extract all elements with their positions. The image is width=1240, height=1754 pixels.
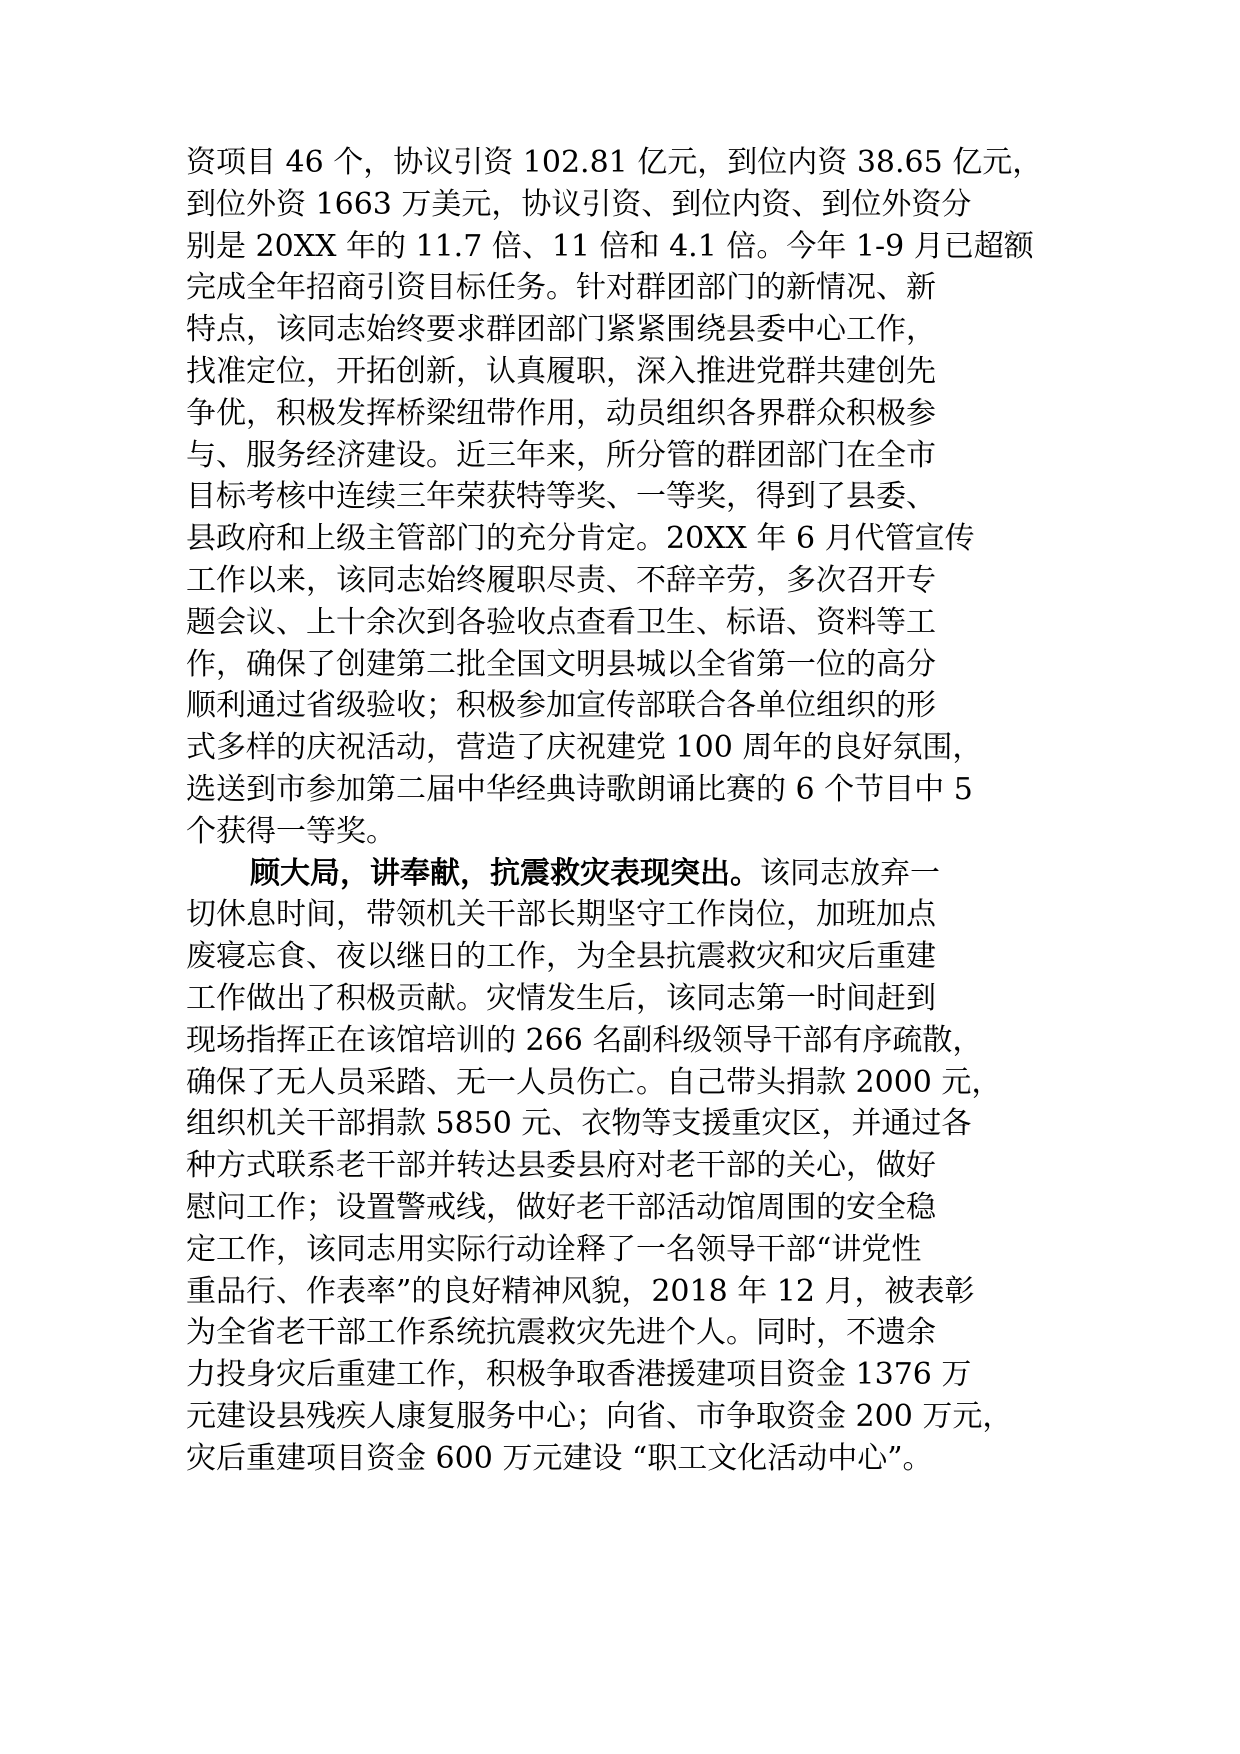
- paragraph-2-line: 废寝忘食、夜以继日的工作，为全县抗震救灾和灾后重建: [186, 939, 936, 975]
- paragraph-1-line: 题会议、上十余次到各验收点查看卫生、标语、资料等工: [186, 604, 936, 640]
- paragraph-2-line: 定工作，该同志用实际行动诠释了一名领导干部“讲党性: [186, 1231, 922, 1267]
- paragraph-1-line: 作，确保了创建第二批全国文明县城以全省第一位的高分: [186, 646, 936, 682]
- paragraph-1-line: 特点，该同志始终要求群团部门紧紧围绕县委中心工作，: [186, 312, 936, 348]
- paragraph-2-line: 慰问工作；设置警戒线，做好老干部活动馆周围的安全稳: [186, 1189, 936, 1225]
- paragraph-1-line: 争优，积极发挥桥梁纽带作用，动员组织各界群众积极参: [186, 395, 936, 431]
- paragraph-2-line: 组织机关干部捐款 5850 元、衣物等支援重灾区，并通过各: [186, 1106, 972, 1142]
- paragraph-1-line: 式多样的庆祝活动，营造了庆祝建党 100 周年的良好氛围，: [186, 730, 983, 766]
- paragraph-2-line: 灾后重建项目资金 600 万元建设 “职工文化活动中心”。: [186, 1440, 933, 1476]
- document-body: [186, 142, 1086, 1480]
- paragraph-1-line: 目标考核中连续三年荣获特等奖、一等奖，得到了县委、: [186, 479, 936, 515]
- paragraph-2-line: 现场指挥正在该馆培训的 266 名副科级领导干部有序疏散，: [186, 1022, 983, 1058]
- paragraph-1-line: 县政府和上级主管部门的充分肯定。20XX 年 6 月代管宣传: [186, 521, 975, 557]
- paragraph-2-line: 重品行、作表率”的良好精神风貌，2018 年 12 月，被表彰: [186, 1273, 975, 1309]
- paragraph-2-line: 种方式联系老干部并转达县委县府对老干部的关心，做好: [186, 1148, 936, 1184]
- paragraph-1-line: 完成全年招商引资目标任务。针对群团部门的新情况、新: [186, 270, 936, 306]
- paragraph-2: [186, 853, 1086, 1480]
- paragraph-2-line: 元建设县残疾人康复服务中心；向省、市争取资金 200 万元，: [186, 1398, 1013, 1434]
- paragraph-2-heading: 顾大局，讲奉献，抗震救灾表现突出。: [250, 855, 760, 891]
- paragraph-2-line: 切休息时间，带领机关干部长期坚守工作岗位，加班加点: [186, 897, 936, 933]
- paragraph-2-line: 为全省老干部工作系统抗震救灾先进个人。同时，不遗余: [186, 1315, 936, 1351]
- paragraph-1-line: 与、服务经济建设。近三年来，所分管的群团部门在全市: [186, 437, 936, 473]
- paragraph-2-first-line-text: 该同志放弃一: [760, 855, 940, 891]
- paragraph-2-line: 确保了无人员采踏、无一人员伤亡。自己带头捐款 2000 元，: [186, 1064, 1002, 1100]
- paragraph-1: [186, 142, 1086, 853]
- paragraph-1-line: 到位外资 1663 万美元，协议引资、到位内资、到位外资分: [186, 186, 972, 222]
- paragraph-1-line: 工作以来，该同志始终履职尽责、不辞辛劳，多次召开专: [186, 562, 936, 598]
- paragraph-2-line: 工作做出了积极贡献。灾情发生后，该同志第一时间赶到: [186, 980, 936, 1016]
- paragraph-1-line: 选送到市参加第二届中华经典诗歌朗诵比赛的 6 个节目中 5: [186, 771, 973, 807]
- paragraph-2-first-line: [186, 853, 1086, 895]
- paragraph-2-line: 力投身灾后重建工作，积极争取香港援建项目资金 1376 万: [186, 1357, 972, 1393]
- paragraph-1-line: 资项目 46 个，协议引资 102.81 亿元，到位内资 38.65 亿元，: [186, 145, 1043, 180]
- paragraph-1-line: 找准定位，开拓创新，认真履职，深入推进党群共建创先: [186, 353, 936, 389]
- paragraph-1-line: 顺利通过省级验收；积极参加宣传部联合各单位组织的形: [186, 688, 936, 724]
- paragraph-1-line: 别是 20XX 年的 11.7 倍、11 倍和 4.1 倍。今年 1-9 月已超额: [186, 228, 1034, 264]
- paragraph-1-line: 个获得一等奖。: [186, 813, 396, 849]
